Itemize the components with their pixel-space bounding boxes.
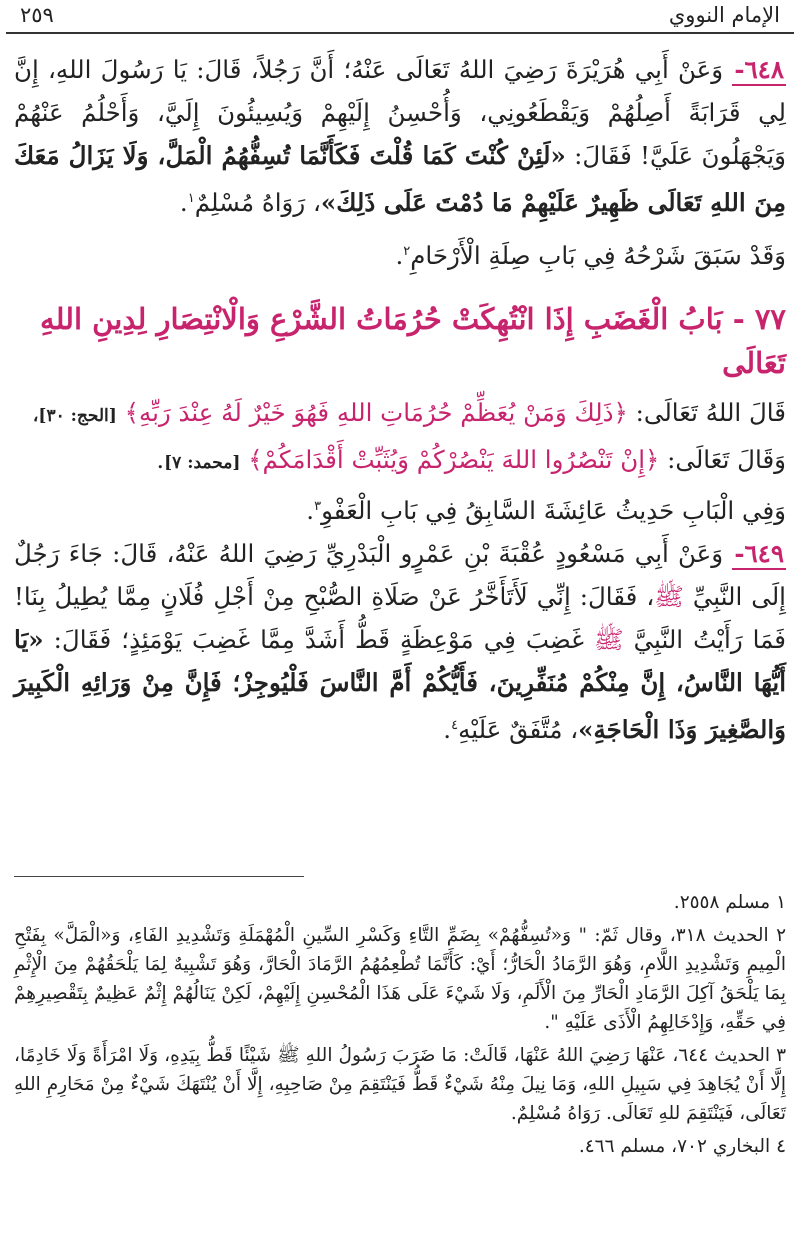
footnote-number: ٤ [776, 1136, 786, 1157]
footnote-text: الحديث ٣١٨، وقال ثَمّ: " وَ«تُسِفُّهُمْ» بِضَمِّ التَّاءِ وَكَسْرِ السِّينِ الْمُهْمَلَةِ وَتَشْدِيدِ الفَاءِ، وَ«الْمَلَّ» بِفَتْحِ الْمِيمِ وَتَشْدِيدِ اللَّامِ، وَهُوَ الرَّمَادُ الْحَارُّ؛ أَيْ: كَأَنَّمَا تُطْعِمُهُمُ الرَّمَادَ الْحَارَّ، وَهُوَ تَشْبِيهٌ لِمَا يَلْحَقُهُمْ مِنَ الْإِثْمِ بِمَا يَلْحَقُ آكِلَ الرَّمَادِ الْحَارِّ مِنَ الْأَلَمِ، وَلَا شَيْءَ عَلَى هَذَا الْمُحْسِنِ إِلَيْهِمْ، لَكِنْ يَنَالُهُمْ إِثْمٌ عَظِيمٌ بِتَقْصِيرِهِمْ فِي حَقِّهِ، وَإِدْخَالِهِمُ الْأَذَى عَلَيْهِ ". [14, 925, 786, 1033]
chapter-note: وَفِي الْبَابِ حَدِيثُ عَائِشَةَ السَّابِقُ فِي بَابِ الْعَفْوِ$^٣$. [306, 496, 786, 526]
header-rule [6, 32, 794, 34]
chapter-note-text: وَفِي الْبَابِ حَدِيثُ عَائِشَةَ السَّابِقُ فِي بَابِ الْعَفْوِ [321, 496, 786, 526]
verse-2 [14, 438, 786, 485]
hadith-649: ٦٤٩- وَعَنْ أَبِي مَسْعُودٍ عُقْبَةَ بْنِ عَمْرٍو الْبَدْرِيِّ رَضِيَ اللهُ عَنْهُ، قَالَ: جَاءَ رَجُلٌ إِلَى النَّبِيِّ ﷺ، فَقَالَ: إِنِّي لَأَتَأَخَّرُ عَنْ صَلَاةِ الصُّبْحِ مِنْ أَجْلِ فُلَانٍ مِمَّا يُطِيلُ بِنَا! فَمَا رَأَيْتُ النَّبِيَّ ﷺ غَضِبَ فِي مَوْعِظَةٍ قَطُّ أَشَدَّ مِمَّا غَضِبَ يَوْمَئِذٍ؛ فَقَالَ: «يَا أَيُّهَا النَّاسُ، إِنَّ مِنْكُمْ مُنَفِّرِينَ، فَأَيُّكُمْ أَمَّ النَّاسَ فَلْيُوجِزْ؛ فَإِنَّ مِنْ وَرَائِهِ الْكَبِيرَ وَالصَّغِيرَ وَذَا الْحَاجَةِ»، مُتَّفَقٌ عَلَيْهِ$^٤$. [14, 539, 787, 745]
page-header [0, 0, 800, 30]
footnote-text: البخاري ٧٠٢، مسلم ٤٦٦. [578, 1136, 771, 1157]
footnotes [14, 888, 786, 1165]
salawat-symbol: ﷺ [654, 582, 684, 612]
prophet-words: «لَئِنْ كُنْتَ كَمَا قُلْتَ فَكَأَنَّمَا تُسِفُّهُمُ الْمَلَّ، وَلَا يَزَالُ مَعَكَ مِنَ اللهِ تَعَالَى ظَهِيرٌ عَلَيْهِمْ مَا دُمْتَ عَلَى ذَلِكَ» [14, 141, 786, 218]
hadith-648-note: وَقَدْ سَبَقَ شَرْحُهُ فِي بَابِ صِلَةِ الْأَرْحَامِ$^٢$. [395, 241, 786, 271]
hadith-source: ، مُتَّفَقٌ عَلَيْهِ [458, 715, 579, 745]
footnote-text: مسلم ٢٥٥٨. [673, 892, 771, 913]
footnote-marker: ١ [187, 191, 195, 206]
footnote-2 [14, 921, 786, 1037]
footnote-marker: ٣ [314, 499, 322, 515]
hadith-number: ٦٤٩- [734, 539, 784, 569]
note-text: وَقَدْ سَبَقَ شَرْحُهُ فِي بَابِ صِلَةِ الْأَرْحَامِ [410, 241, 786, 271]
footnote-number: ٣ [776, 1045, 787, 1066]
salawat-symbol: ﷺ [594, 625, 624, 655]
verse-intro: وَقَالَ تَعَالَى: [667, 445, 786, 475]
footnote-marker: ٤ [451, 718, 459, 734]
prophet-words: «يَا أَيُّهَا النَّاسُ، إِنَّ مِنْكُمْ مُنَفِّرِينَ، فَأَيُّكُمْ أَمَّ النَّاسَ فَلْيُوجِزْ؛ فَإِنَّ مِنْ وَرَائِهِ الْكَبِيرَ وَالصَّغِيرَ وَذَا الْحَاجَةِ» [14, 625, 786, 745]
page-number: ٢٥٩ [20, 3, 54, 27]
hadith-text: ، فَقَالَ: إِنِّي لَأَتَأَخَّرُ عَنْ صَلَاةِ الصُّبْحِ مِنْ أَجْلِ فُلَانٍ مِمَّا يُطِيلُ بِنَا! فَمَا رَأَيْتُ النَّبِيَّ [14, 582, 787, 655]
hadith-text: غَضِبَ فِي مَوْعِظَةٍ قَطُّ أَشَدَّ مِمَّا غَضِبَ يَوْمَئِذٍ؛ فَقَالَ: [53, 625, 584, 655]
quran-verse: ﴿ذَلِكَ وَمَنْ يُعَظِّمْ حُرُمَاتِ اللهِ فَهُوَ خَيْرٌ لَهُ عِنْدَ رَبِّهِ﴾ [124, 398, 628, 428]
verse-intro: قَالَ اللهُ تَعَالَى: [635, 398, 786, 428]
verse-1 [14, 391, 786, 438]
footnote-number: ١ [776, 892, 786, 913]
book-title: الإمام النووي [668, 3, 780, 27]
verse-reference: [الحج: ٣٠]، [32, 406, 117, 427]
hadith-text: وَعَنْ أَبِي هُرَيْرَةَ رَضِيَ اللهُ تَعَالَى عَنْهُ؛ أَنَّ رَجُلاً، قَالَ: يَا رَسُولَ اللهِ، إِنَّ لِي قَرَابَةً أَصِلُهُمْ وَيَقْطَعُونِي، وَأُحْسِنُ إِلَيْهِمْ وَيُسِيئُونَ إِلَيَّ، وَأَحْلُمُ عَنْهُمْ وَيَجْهَلُونَ عَلَيَّ! [14, 55, 787, 170]
footnote-number: ٢ [776, 925, 787, 946]
hadith-text: وَعَنْ أَبِي مَسْعُودٍ عُقْبَةَ بْنِ عَمْرٍو الْبَدْرِيِّ رَضِيَ اللهُ عَنْهُ، قَالَ: جَاءَ رَجُلٌ إِلَى النَّبِيِّ [14, 539, 786, 612]
hadith-number: ٦٤٨- [734, 55, 784, 84]
footnote-1 [14, 888, 786, 917]
hadith-source: ، رَوَاهُ مُسْلِمٌ [194, 188, 321, 218]
footnote-text: الحديث ٦٤٤، عَنْهَا رَضِيَ اللهُ عَنْهَا، قَالَتْ: مَا ضَرَبَ رَسُولُ اللهِ ﷺ شَيْئًا قَطُّ بِيَدِهِ، وَلَا امْرَأَةً وَلَا خَادِمًا، إِلَّا أَنْ يُجَاهِدَ فِي سَبِيلِ اللهِ، وَمَا نِيلَ مِنْهُ شَيْءٌ قَطُّ فَيَنْتَقِمَ مِنْ صَاحِبِهِ، إِلَّا أَنْ يُنْتَهَكَ شَيْءٌ مِنْ مَحَارِمِ اللهِ تَعَالَى، فَيَنْتَقِمَ للهِ تَعَالَى. رَوَاهُ مُسْلِمٌ. [14, 1045, 786, 1124]
verse-reference: [محمد: ٧] [164, 453, 241, 474]
hadith-intro: فَقَالَ: [574, 141, 632, 170]
verse-end: . [156, 445, 165, 475]
footnote-rule [14, 876, 304, 877]
hadith-648: ٦٤٨- وَعَنْ أَبِي هُرَيْرَةَ رَضِيَ اللهُ تَعَالَى عَنْهُ؛ أَنَّ رَجُلاً، قَالَ: يَا رَسُولَ اللهِ، إِنَّ لِي قَرَابَةً أَصِلُهُمْ وَيَقْطَعُونِي، وَأُحْسِنُ إِلَيْهِمْ وَيُسِيئُونَ إِلَيَّ، وَأَحْلُمُ عَنْهُمْ وَيَجْهَلُونَ عَلَيَّ! فَقَالَ: «لَئِنْ كُنْتَ كَمَا قُلْتَ فَكَأَنَّمَا تُسِفُّهُمُ الْمَلَّ، وَلَا يَزَالُ مَعَكَ مِنَ اللهِ تَعَالَى ظَهِيرٌ عَلَيْهِمْ مَا دُمْتَ عَلَى ذَلِكَ»، رَوَاهُ مُسْلِمٌ$^١$. [14, 55, 787, 218]
footnote-3 [14, 1041, 786, 1128]
main-text [14, 48, 786, 752]
footnote-4 [14, 1132, 786, 1161]
footnote-marker: ٢ [403, 244, 411, 260]
chapter-heading: ٧٧ - بَابُ الْغَضَبِ إِذَا انْتُهِكَتْ حُرُمَاتُ الشَّرْعِ وَالْانْتِصَارِ لِدِينِ اللهِ تَعَالَى [40, 302, 786, 381]
quran-verse: ﴿إِنْ تَنْصُرُوا اللهَ يَنْصُرْكُمْ وَيُثَبِّتْ أَقْدَامَكُمْ﴾ [248, 445, 660, 475]
